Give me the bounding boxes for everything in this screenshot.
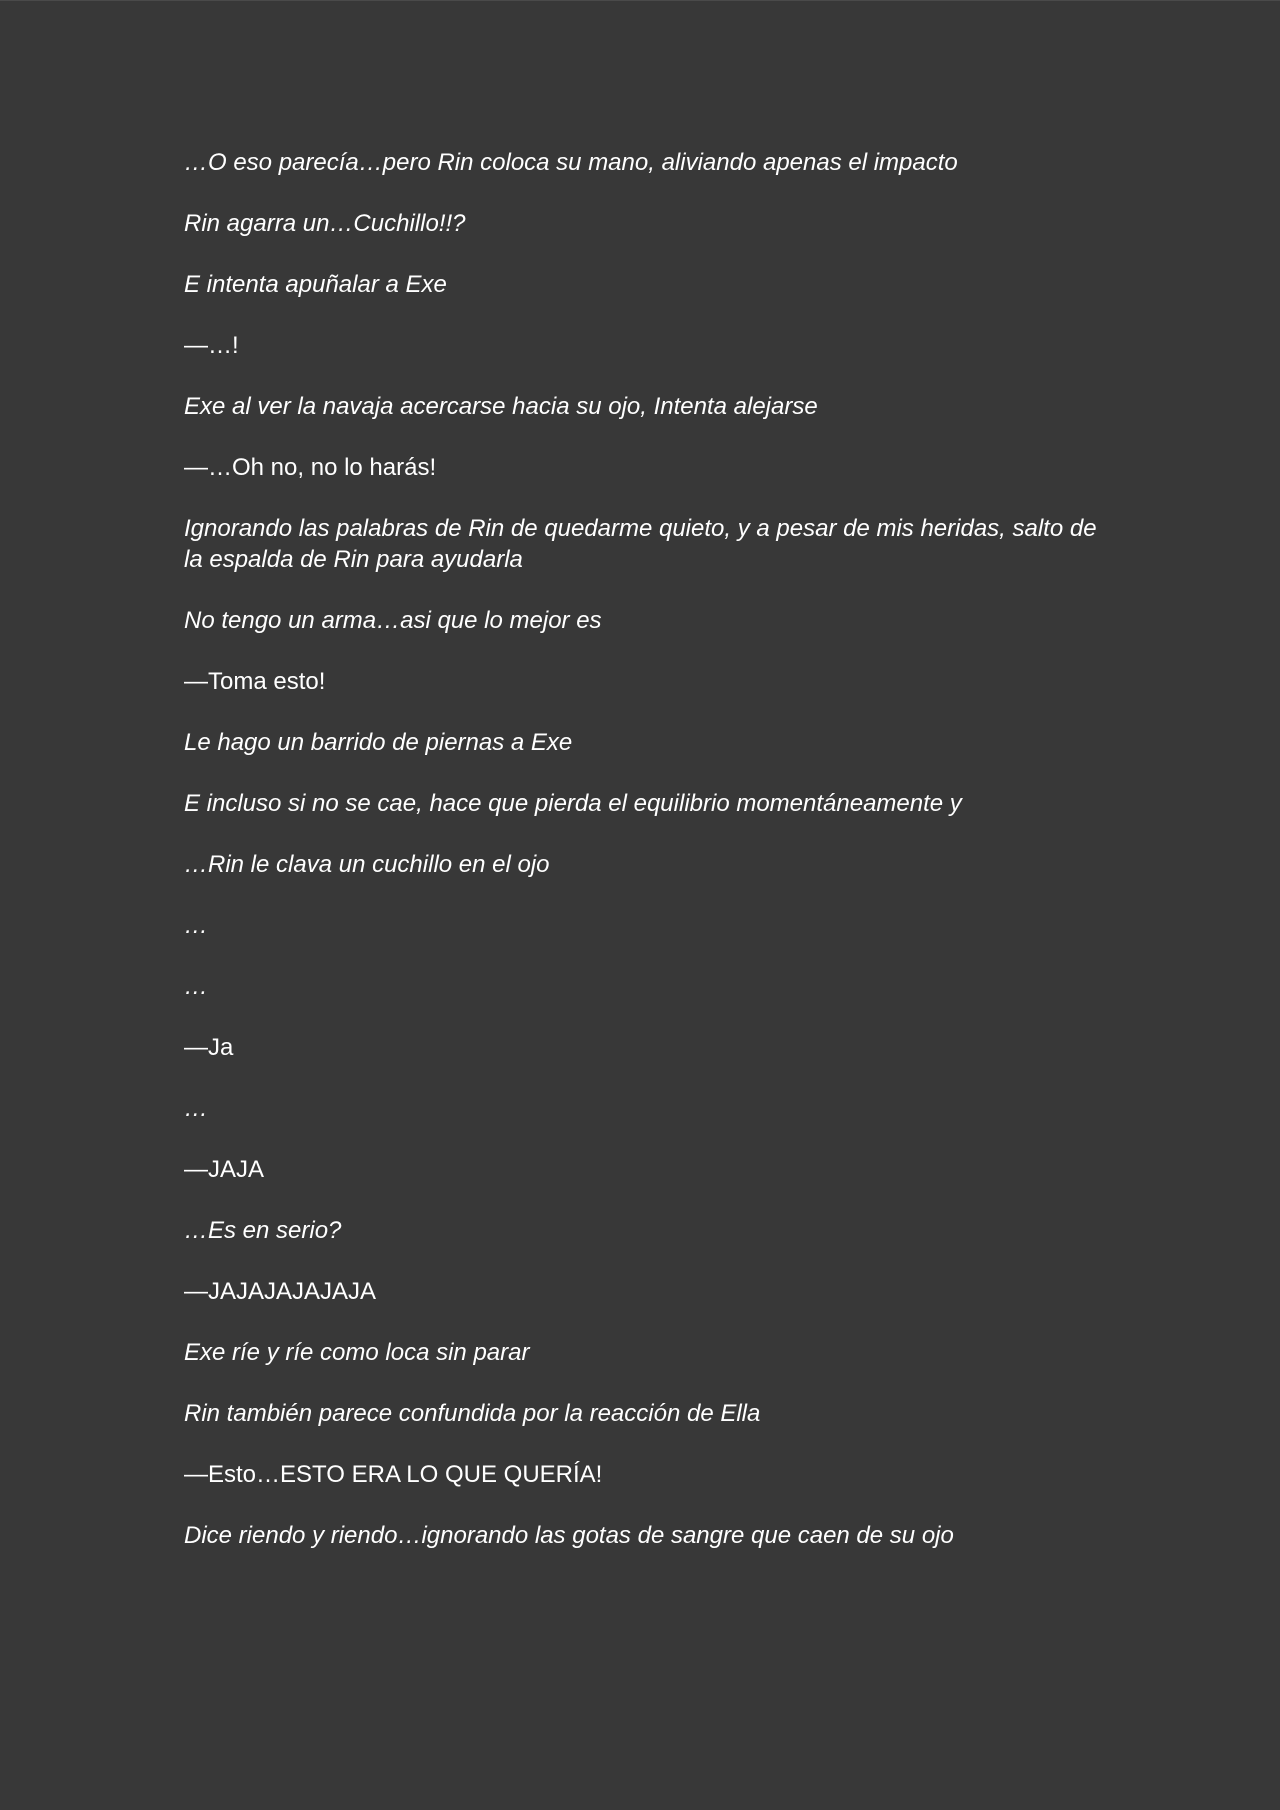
- narration-line: Exe ríe y ríe como loca sin parar: [184, 1339, 530, 1366]
- narration-line: …: [184, 973, 208, 1000]
- narration-line: …: [184, 912, 208, 939]
- narration-line: Exe al ver la navaja acercarse hacia su ojo, Intenta alejarse: [184, 393, 818, 420]
- narration-line: Dice riendo y riendo…ignorando las gotas de sangre que caen de su ojo: [184, 1522, 954, 1549]
- narration-line: Rin agarra un…Cuchillo!!?: [184, 210, 466, 237]
- narration-line: Rin también parece confundida por la reacción de Ella: [184, 1400, 761, 1427]
- narration-line: …: [184, 1095, 208, 1122]
- story-text: [184, 147, 1144, 1551]
- narration-line: Ignorando las palabras de Rin de quedarme quieto, y a pesar de mis heridas, salto de la espalda de Rin para ayudarla: [184, 515, 1097, 573]
- dialogue-line: —Esto…ESTO ERA LO QUE QUERÍA!: [184, 1461, 603, 1488]
- narration-line: …Rin le clava un cuchillo en el ojo: [184, 851, 550, 878]
- narration-line: Le hago un barrido de piernas a Exe: [184, 729, 573, 756]
- narration-line: E intenta apuñalar a Exe: [184, 271, 447, 298]
- narration-line: No tengo un arma…asi que lo mejor es: [184, 607, 602, 634]
- dialogue-line: —Toma esto!: [184, 668, 326, 695]
- dialogue-line: —…!: [184, 332, 239, 359]
- narration-line: E incluso si no se cae, hace que pierda el equilibrio momentáneamente y: [184, 790, 962, 817]
- dialogue-line: —JAJAJAJAJAJA: [184, 1278, 377, 1305]
- dialogue-line: —Ja: [184, 1034, 234, 1061]
- dialogue-line: —…Oh no, no lo harás!: [184, 454, 437, 481]
- dialogue-line: —JAJA: [184, 1156, 265, 1183]
- narration-line: …O eso parecía…pero Rin coloca su mano, aliviando apenas el impacto: [184, 149, 958, 176]
- narration-line: …Es en serio?: [184, 1217, 342, 1244]
